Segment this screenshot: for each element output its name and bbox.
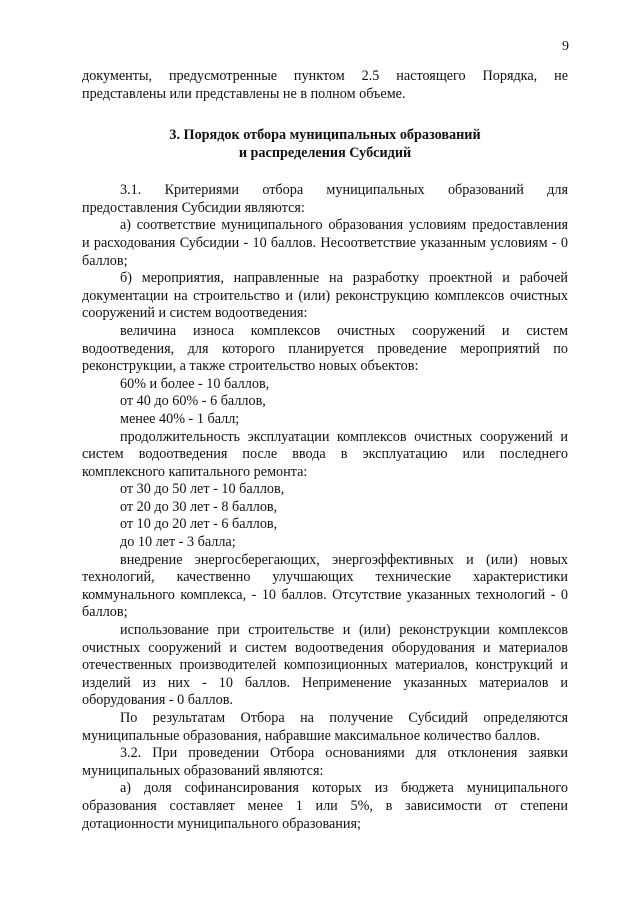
service-life-score-item: от 10 до 20 лет - 6 баллов,	[120, 516, 278, 533]
paragraph-3-1: 3.1. Критериями отбора муниципальных образований для предоставления Субсидии являются:	[82, 182, 568, 216]
service-life-criterion: продолжительность эксплуатации комплексов очистных сооружений и систем водоотведения после ввода в эксплуатацию или последнего комплексного капитального ремонта:	[82, 428, 568, 480]
technology-criterion: внедрение энергосберегающих, энергоэффективных и (или) новых технологий, качественно улучшающих технические характеристики коммунального комплекса, - 10 баллов. Отсутствие указанных технологий - 0 баллов;	[82, 551, 568, 621]
paragraph-3-2: 3.2. При проведении Отбора основаниями для отклонения заявки муниципальных образований являются:	[82, 745, 568, 779]
document-body	[82, 68, 568, 833]
wear-score-item: 60% и более - 10 баллов,	[120, 375, 270, 392]
wear-score-item: менее 40% - 1 балл;	[120, 410, 240, 427]
service-life-score-item: до 10 лет - 3 балла;	[120, 534, 236, 551]
selection-result-paragraph: По результатам Отбора на получение Субсидий определяются муниципальные образования, набравшие максимальное количество баллов.	[82, 710, 568, 744]
wear-criterion: величина износа комплексов очистных сооружений и систем водоотведения, для которого планируется проведение мероприятий по реконструкции, а также строительство новых объектов:	[82, 322, 568, 375]
service-life-score-item: от 20 до 30 лет - 8 баллов,	[120, 498, 278, 515]
intro-paragraph: документы, предусмотренные пунктом 2.5 настоящего Порядка, не представлены или представлены не в полном объеме.	[82, 68, 568, 102]
service-life-score-item: от 30 до 50 лет - 10 баллов,	[120, 481, 285, 498]
criterion-a: а) соответствие муниципального образования условиям предоставления и расходования Субсидии - 10 баллов. Несоответствие указанным условиям - 0 баллов;	[82, 217, 568, 269]
section-heading-line-2: и распределения Субсидий	[238, 145, 412, 162]
criterion-b: б) мероприятия, направленные на разработку проектной и рабочей документации на строительство и (или) реконструкцию комплексов очистных сооружений и систем водоотведения:	[82, 270, 568, 322]
wear-score-item: от 40 до 60% - 6 баллов,	[120, 393, 266, 410]
page-number: 9	[562, 39, 569, 54]
section-heading-line-1: 3. Порядок отбора муниципальных образований	[169, 127, 481, 144]
section-heading	[82, 126, 568, 162]
rejection-reason-a: а) доля софинансирования которых из бюджета муниципального образования составляет менее 1 или 5%, в зависимости от степени дотационности муниципального образования;	[82, 780, 568, 832]
domestic-materials-criterion: использование при строительстве и (или) реконструкции комплексов очистных сооружений и систем водоотведения оборудования и материалов отечественных производителей композиционных материалов, конструкций и изделий из них - 10 баллов. Неприменение указанных материалов и оборудования - 0 баллов.	[82, 622, 568, 709]
